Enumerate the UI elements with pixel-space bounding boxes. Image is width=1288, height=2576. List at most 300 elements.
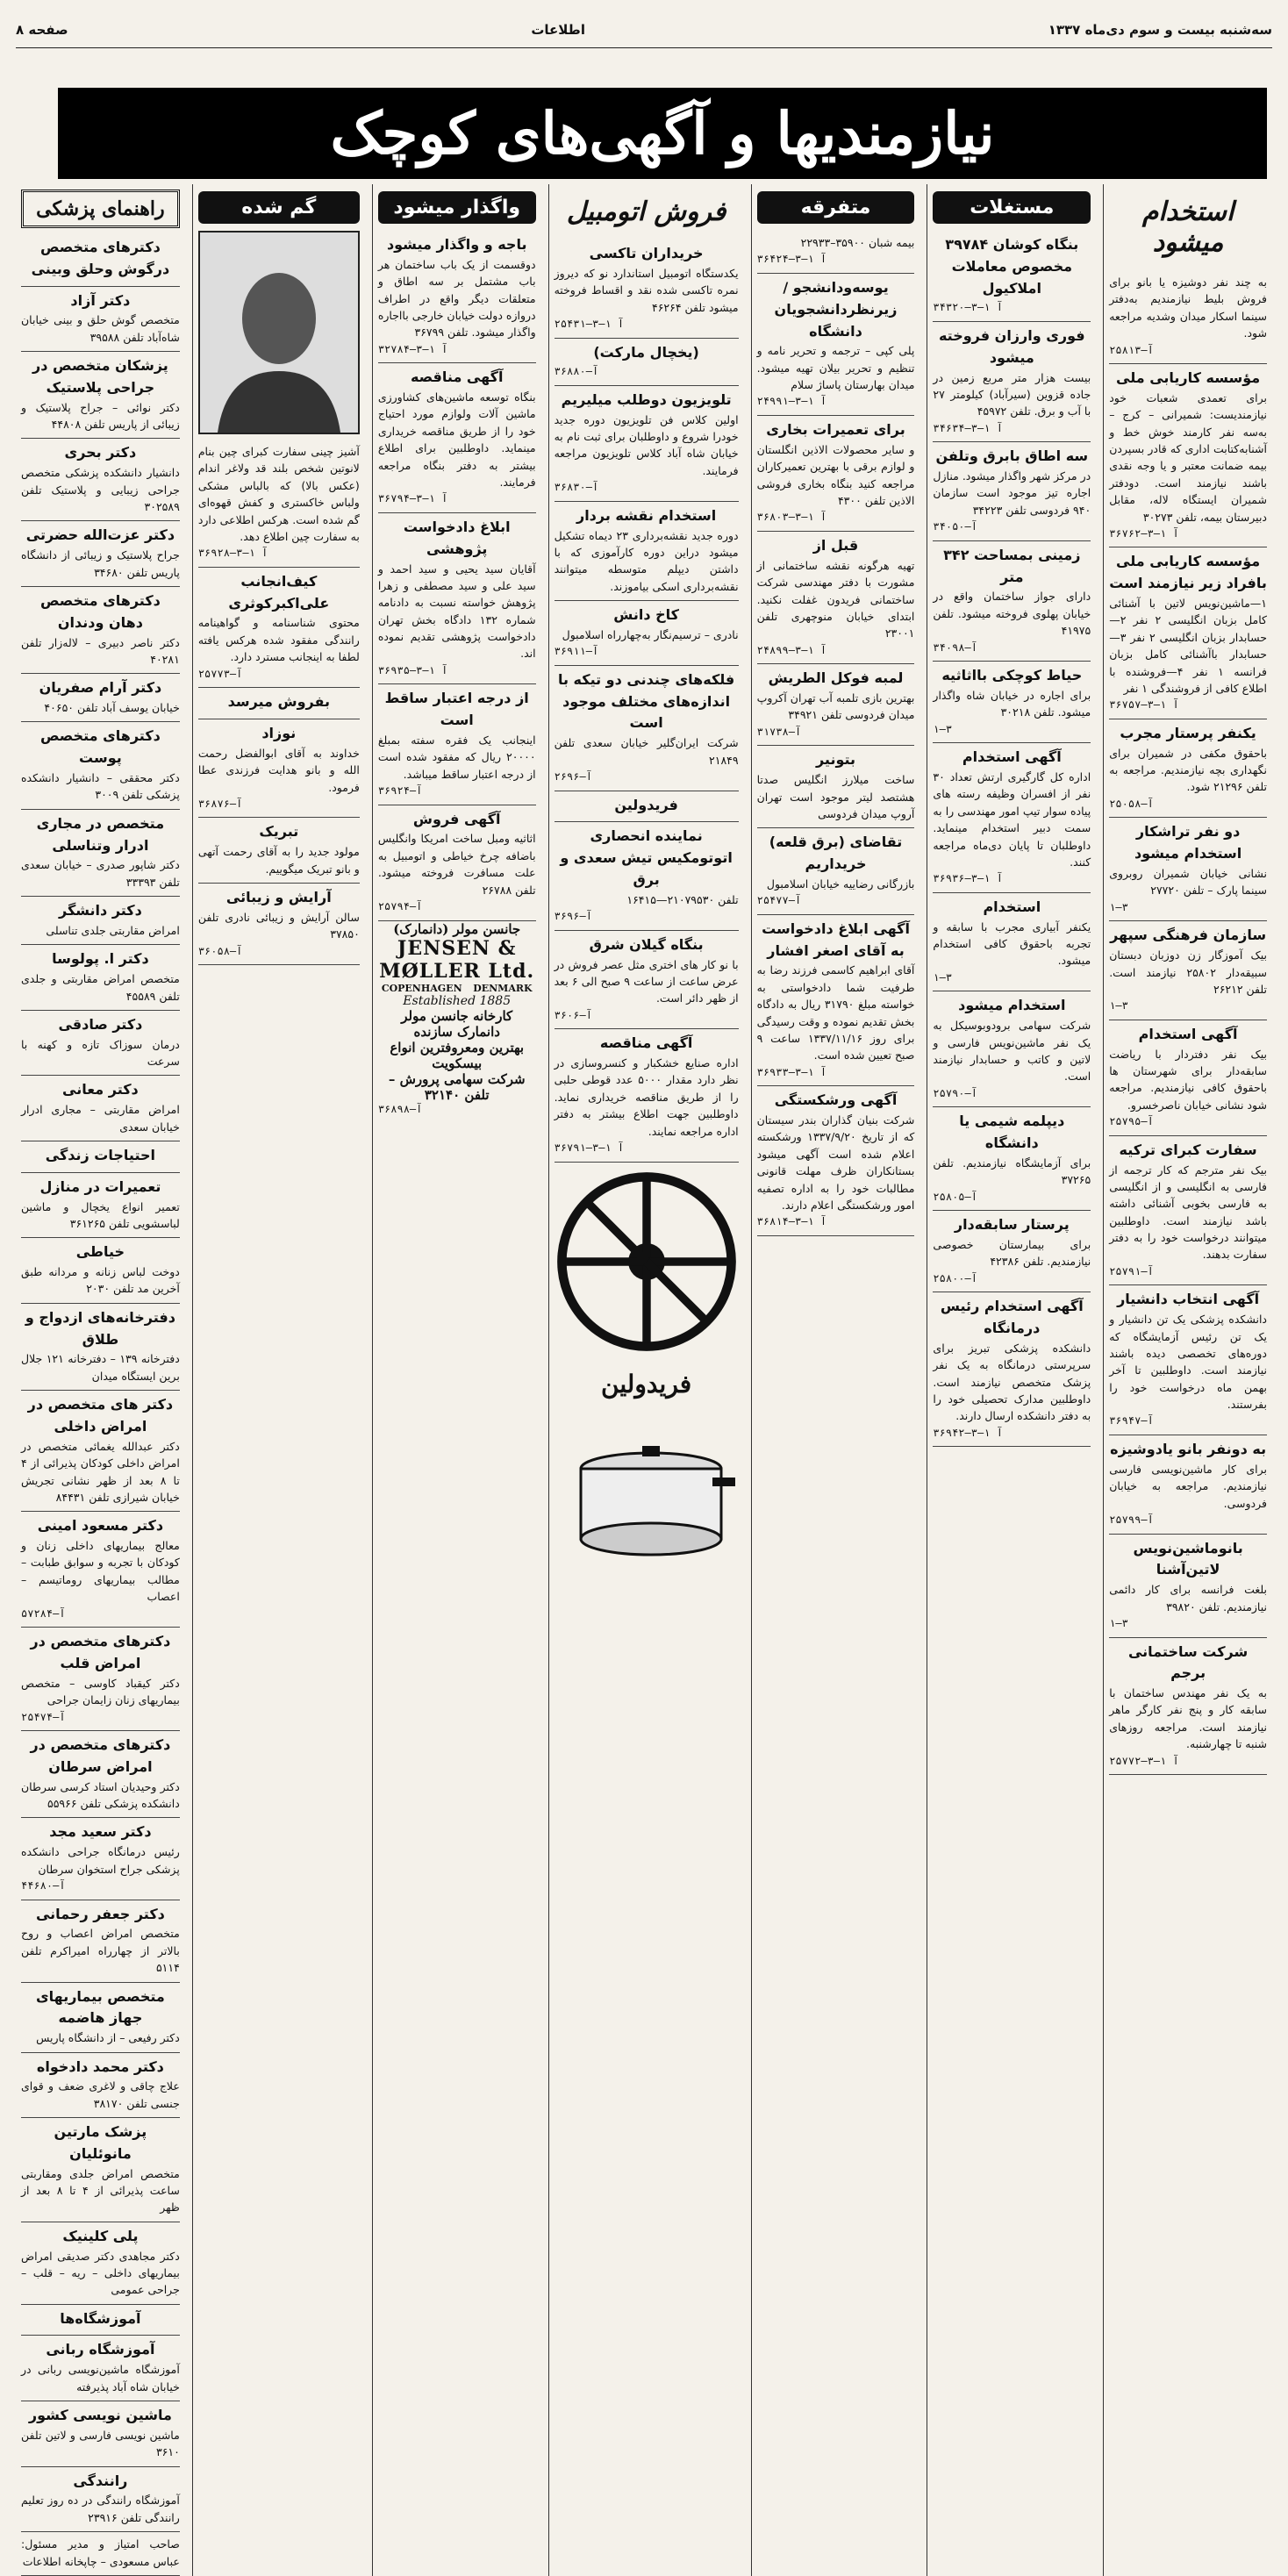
ad-title: دکترهای متخصص در امراض قلب [30,1633,171,1671]
ad-title: تبریک [259,823,299,841]
ad-title: سازمان فرهنگی سپهر [1110,927,1267,944]
classified-ad [198,719,360,819]
ad-title: فوری وارزان فروخته میشود [938,326,1085,366]
medical-guide-banner: راهنمای پزشکی [21,190,180,228]
classified-ad [378,684,536,805]
jensen-code: ۳۶۸۹۸—آ [377,1102,423,1115]
ad-title: متخصص بیماریهای جهاز هاضمه [35,1987,165,2027]
classified-ad [21,1076,180,1141]
classified-ad [21,674,180,722]
classified-ad [378,231,536,363]
classified-ad [757,828,915,915]
jensen-persian-name: جانسن مولر (دانمارک) [393,920,521,937]
ad-body: با نو کار های اختری مثل عصر فروش در عرض ساعت از ساعت ۹ صبح الی ۶ بعد از ظهر دائر است. [554,957,739,1005]
ad-body: مولود جدید را به آقای رحمت آتهی و بانو تبریک میگوییم. [197,845,360,876]
classified-ad [555,822,739,930]
lease-heading: واگذار میشود [378,191,536,224]
ad-body: درمان سوزاک تازه و کهنه با سرعت [21,1037,180,1069]
classified-ad [21,2401,180,2467]
classified-ad [198,818,360,884]
ad-body: یکنفر آبیاری مجرب با سابقه و تجربه باحقوق کافی استخدام میشود. [933,919,1091,968]
classified-ad [1109,1638,1267,1776]
classified-ad [378,363,536,513]
ad-code: ۱—۳ [1109,1616,1128,1629]
ad-body: ساخت میلارز انگلیس صدتا هشتصد لیتر موجود است تهران آروپ میدان فردوسی [756,773,915,820]
ad-code: ۳۴۰۵۰—آ [933,520,977,533]
ad-body: بیک نفر دفتردار با ریاضت سابقه‌دار برای شهرستان ها باحقوق کافی نیازمندیم. مراجعه شود نشانی خیابان ناصرخسرو. [1109,1047,1267,1112]
ad-code: ۳۶۷۵۷—آ ۱—۳ [1109,698,1179,712]
ad-code: ۱—۳ [1109,999,1128,1013]
portrait-silhouette-icon [209,248,349,433]
ad-code: ۲۵۴۷۷—آ [756,894,802,907]
classified-ad [757,532,915,664]
ad-title: مؤسسه کاریابی ملی بافراد زیر نیازمند است [1109,553,1267,592]
cars-heading: فروش اتومبیل [566,197,726,227]
ad-body: دفترخانه ۱۳۹ – دفترخانه ۱۲۱ جلال برین ایستگاه میدان [21,1352,180,1383]
ad-title: زمینی بمساحت ۳۴۲ متر [943,546,1081,585]
ad-title: دکتر معانی [62,1081,139,1098]
ad-title: یوسه‌ودانشجو / زیرنظردانشجویان دانشگاه [774,278,898,340]
specialist-ads [21,233,180,1391]
classified-ad [21,1238,180,1304]
ad-body: یکدستگاه اتومبیل استاندارد نو که دیروز نمره تاکسی شده نقد و اقساط فروخته میشود تلفن ۴۶۲۶۴ [554,266,739,314]
ad-title: (یخچال مارکت) [593,343,699,361]
jensen-line2: بهترین ومعروفترین انواع بیسکویت [390,1039,525,1071]
classified-ad [198,568,360,688]
ad-body: آقایان سید یحیی و سید احمد و سید علی و سید مصطفی و زهرا پژوهش خواسته نسبت به دادنامه شماره ۱۳۲ دادگاه بخش تهران دادخواست پژوهشی تقدیم نموده اند. [377,562,536,661]
ad-body: به یک نفر مهندس ساختمان با سابقه کار و پنج نفر کارگر ماهر نیازمند است. مراجعه روزهای شنبه تا چهارشنبه. [1109,1686,1267,1751]
ad-body: اداره کل گارگیری ارتش تعداد ۳۰ نفر از افسران وظیفه رسته های پیاده سوار تیپ امور مهندسی را به سمت دبیر استخدام مینماید. داوطلبان تا پایان دی‌ماه مراجعه کنند. [933,770,1091,869]
ad-title: دکتر محمد دادخواه [36,2057,164,2075]
ad-title: آگهی استخدام [1138,1025,1238,1042]
ad-body: آموزشگاه رانندگی در ده روز تعلیم رانندگی تلفن ۲۳۹۱۶ [21,2494,180,2524]
classified-ad [198,884,360,965]
ad-title: دکتر آزاد [70,291,131,309]
classified-ad [1109,1020,1267,1136]
doctor-ads [21,1391,180,2576]
ad-code: ۳۶۹۱۱—آ [554,645,599,658]
ad-body: برای بیمارستان خصوصی نیازمندیم. تلفن ۴۲۳۸۶ [933,1238,1091,1269]
ad-code: ۲۵۸۰۵—آ [933,1190,977,1203]
ad-title: پرستار سابقه‌دار [954,1216,1070,1234]
ad-title: برای تعمیرات بخاری [766,421,905,439]
ad-code: ۳۶۸۸۰—آ [554,365,599,378]
ad-body: آموزشگاه ماشین‌نویسی ربانی در خیابان شاه آباد پذیرفته [21,2363,180,2394]
ad-code: ۲۵۷۷۳—آ [197,667,243,680]
ad-body: آقای ابراهیم کاسمی فرزند رضا به طرفیت شما دادخواستی به خواسته مبلغ ۳۱۷۹۰ ریال به دادگاه بخش تقدیم نموده و وقت رسیدگی برای روز ۱۳۳۷/۱۱/۱۶ ساعت ۹ صبح تعیین شده است. [756,963,915,1063]
ad-body: و سایر محصولات الاذین انگلستان و لوازم برقی با بهترین تعمیرکاران مراجعه کنید بنگاه بخاری فروشی الاذین تلفن ۴۳۰۰ [756,442,915,507]
ad-body: شرکت ایران‌گلیر خیابان سعدی تلفن ۲۱۸۴۹ [554,736,739,767]
ad-code: ۳۶۹۳۵—آ ۱—۳ [377,663,448,676]
ad-body: دارای جواز ساختمان واقع در خیابان پهلوی فروخته میشود. تلفن ۴۱۹۷۵ [933,590,1091,638]
classified-ad [1109,1285,1267,1435]
ad-title: دکتر عزت‌الله حضرتی [25,526,175,544]
classified-ad [21,1304,180,1391]
ad-body: بنگاه توسعه ماشین‌های کشاورزی ماشین آلات ولوازم مورد احتیاج خود را از طریق مناقصه خریداری مینماید. داوطلبین برای اطلاع بیشتر به دفتر بنگاه مراجعه فرمایند. [377,390,536,489]
ad-title: از درجه اعتبار ساقط است [384,690,529,729]
ad-code: ۵۷۲۸۴—آ [21,1606,66,1620]
classified-ad [555,240,739,339]
cars-ads [555,240,739,1163]
classified-ad [21,1141,180,1173]
ad-body: دکتر محققی – دانشیار دانشکده پزشکی تلفن ۳۰۰۹ [21,771,180,802]
classified-ad [21,1512,180,1628]
ad-code: ۲۴۸۹۹—آ ۱—۳ [756,643,827,656]
ad-body: آشیز چینی سفارت کبرای چین بنام لانوتین شخص بلند قد ولاغر اندام (عکس بالا) که بالباس مشکی ولباس خاکستری و کفش قهوه‌ای گم شده است. هرکس اطلاعی دارد به سفارت چین اطلاع دهد. [197,445,360,543]
ad-body: برای کار ماشین‌نویسی فارسی نیازمندیم. مراجعه به خیابان فردوسی. [1109,1462,1267,1510]
ad-body: دانشیار دانشکده پزشکی متخصص جراحی زیبایی و پلاستیک تلفن ۳۰۲۵۸۹ [21,466,180,514]
ad-code: ۳۶۴۲۴—آ ۱—۳ [756,253,827,266]
classified-ad [21,945,180,1011]
classified-ad [1109,1435,1267,1535]
classified-ad [21,2467,180,2533]
classified-ad [555,1029,739,1162]
ad-body: معالج بیماریهای داخلی زنان و کودکان با تجربه و سوابق طبابت – مطالب بیماریهای روماتیسم – اعصاب [21,1539,180,1604]
ad-code: ۳۶۷۶۲—آ ۱—۳ [1109,526,1179,540]
ad-title: سفارت کبرای ترکیه [1119,1141,1257,1158]
classified-ad [555,601,739,666]
classified-ad [1109,921,1267,1020]
classified-ad [757,1086,915,1236]
ad-title: دکتر ا. پولوسا [52,950,149,968]
ad-code: ۳۶۸۰۳—آ ۱—۳ [756,511,827,524]
column-doctors [16,184,185,2576]
ad-title: دکتر صادقی [58,1015,143,1033]
ad-body: بیک نفر مترجم که کار ترجمه از فارسی به انگلیسی و از انگلیسی به فارسی بخوبی آشنائی داشته باشد نیازمند است. داوطلبین میتوانند درخواست خود را به دفتر سفارت بدهند. [1109,1163,1267,1262]
ad-code: ۳۶۰۵۸—آ [197,944,243,957]
ad-title: باجه و واگذار میشود [386,236,527,253]
ad-title: استخدام میشود [958,997,1066,1014]
ad-body: متخصص امراض جلدی ومقاربتی ساعت پذیرائی از ۴ تا ۸ بعد از ظهر [21,2166,180,2215]
ad-body: تهیه هرگونه نقشه ساختمانی از مشورت با دفتر مهندسی شرکت ساختمانی فریدون غفلت نکنید. ابتدای خیابان منوچهری تلفن ۲۳۰۰۱ [756,558,915,640]
missing-person-photo [198,231,360,434]
ad-title: سه اطاق بابرق وتلفن [935,447,1089,465]
classified-ad [555,339,739,386]
ad-body: جراح پلاستیک و زیبائی از دانشگاه پاریس تلفن ۳۴۶۸۰ [21,548,180,579]
ad-title: دکتر های متخصص در امراض داخلی [27,1396,174,1435]
page-header [16,12,1272,48]
classified-ad [21,1011,180,1077]
ad-code: ۲۵۰۵۸—آ [1109,797,1154,810]
classified-ad [757,746,915,828]
ad-body: دکتر مجاهدی دکتر صدیقی امراض بیماریهای داخلی – ریه – قلب – جراحی عمومی [21,2249,180,2297]
ad-code: ۴۴۶۸۰—آ [21,1879,66,1893]
ad-title: مؤسسه کاریابی ملی [1116,369,1261,387]
ad-code: ۲۵۷۹۵—آ [1109,1115,1154,1128]
ad-body: خداوند به آقای ابوالفضل رحمت الله و بانو هدایت فرزندی عطا فرمود. [197,746,360,794]
classified-ad [1109,719,1267,819]
ad-title: پلی کلینیک [62,2227,139,2244]
ad-title: دکتر آرام صفریان [39,679,162,697]
ad-code: ۳۶۰۶—آ [554,1008,592,1021]
classified-ad [933,442,1091,541]
ad-body: نادری – ترسیم‌نگار به‌چهارراه اسلامبول [562,627,739,641]
ad-code: ۳۶۹۲۴—آ [377,784,423,798]
ad-title: آگهی فروش [412,810,501,827]
classified-ad [757,274,915,416]
ad-code: ۳۱۷۳۸—آ [756,725,802,738]
pressure-cooker-illustration [563,1407,739,1565]
ad-body: متخصص گوش حلق و بینی خیابان شاه‌آباد تلفن ۳۹۵۸۸ [21,313,180,344]
classified-ad [1109,1535,1267,1638]
lost-ads [198,440,360,965]
ad-title: استخدام [983,898,1041,915]
ad-title: دکترهای متخصص درگوش وحلق وبینی [31,239,170,277]
ad-code: ۳۴۶۳۴—آ ۱—۳ [933,421,1003,434]
jensen-location [378,983,536,994]
ad-body: متخصص امراض اعصاب و روح بالاتر از چهارراه امیراکرم تلفن ۵۱۱۴ [21,1927,180,1975]
ad-code: ۲۵۷۷۲—آ ۱—۳ [1109,1754,1179,1767]
ad-title: به دونفر بانو یادوشیزه [1110,1441,1267,1458]
ad-body: سالن آرایش و زیبائی نادری تلفن ۳۷۸۵۰ [197,910,360,941]
ad-title: کیف‌انجانب علی‌اکبرکوثری [228,572,330,612]
ad-body: تعمیر انواع یخچال و ماشین لباسشویی تلفن ۳۶۱۲۶۵ [21,1199,180,1230]
classified-ad [757,664,915,746]
classified-ad [555,386,739,502]
ad-code: ۳۴۰۹۸—آ [933,640,977,654]
classified-ad [21,1173,180,1239]
classified-ad [1109,818,1267,921]
classified-ad [378,805,536,921]
ad-code: ۳۶۹۶—آ [554,910,592,923]
ad-title: شرکت ساختمانی برجم [1127,1642,1249,1682]
ad-code: ۳۶۹۳۶—آ ۱—۳ [933,872,1003,885]
classified-ad [21,1900,180,1983]
ad-body: علاج چاقی و لاغری ضعف و قوای جنسی تلفن ۳۸۱۷۰ [21,2079,180,2110]
ad-title: بنگاه کوشان ۳۹۷۸۴ مخصوص معاملات املاکیول [945,236,1079,297]
jensen-english-name: JENSEN & MØLLER Ltd. [379,936,535,983]
classified-ad [21,2222,180,2305]
classified-ad [21,810,180,897]
ad-body: ماشین نویسی فارسی و لاتین تلفن ۳۶۱۰ [21,2428,180,2459]
ad-body: برای تعمدی شعبات خود نیازمندیست: شمیرانی – کرج – به‌سه نفر کارمند خوش خط و آشنابه‌کتابت اداری که قادر بسپردن بیمه ضمانت معتبر و یا وجه نقدی باشند نیازمند است. دودفتر شمیران ایستگاه لاله، مقابل دبیرستان بیمه، تلفن ۳۰۲۷۳ [1109,390,1267,524]
ad-code: ۲۵۴۳۱—آ ۱—۳ [554,317,625,330]
ad-body: دکتر شاپور صدری – خیابان سعدی تلفن ۳۳۳۹۳ [21,858,180,889]
ad-title: آگهی ابلاغ دادخواست به آقای اصغر افشار [762,919,910,959]
ad-body: متخصص امراض مقاربتی و جلدی تلفن ۴۵۵۸۹ [21,972,180,1003]
ad-title: دکتر بحری [64,444,137,462]
ad-body: امراض مقاربتی – مجاری ادرار خیابان سعدی [21,1103,180,1134]
classified-ad [21,2532,180,2576]
ad-title: آگهی استخدام [962,748,1062,766]
classifieds-masthead [58,88,1267,179]
classified-ad [21,2053,180,2119]
ad-body: شرکت بنیان گذاران بندر سیستان که از تاریخ ۱۳۳۷/۹/۲۰ ورشکسته اعلام شده است آگهی میشود بستانکاران ظرف مهلت قانونی مطالبات خود را به اداره تصفیه امور ورشکستگی اعلام دارند. [756,1113,915,1212]
ad-body: بیست هزار متر مربع زمین در جاده قزوین (سیرآباد) کیلومتر ۲۷ با آب و برق. تلفن ۴۵۹۷۲ [933,370,1091,419]
ad-body: دکتر کیقباد کاوسی – متخصص بیماریهای زنان زایمان جراحی [21,1676,180,1707]
classified-ad [21,352,180,439]
ad-title: قبل از [812,536,859,554]
classified-ad [198,440,360,568]
ad-code: ۳۶۷۹۱—آ ۱—۳ [554,1141,625,1154]
ad-title: فلکه‌های چندنی دو تیکه با اندازه‌های مختلف موجود است [557,670,735,732]
ad-title: آگهی استخدام رئیس درمانگاه [940,1298,1084,1337]
ad-code: ۲۵۷۹۱—آ [1109,1264,1154,1277]
ad-code: ۲۵۴۷۴—آ [21,1710,66,1723]
classified-ad [933,231,1091,322]
ad-code: ۳۲۷۸۴—آ ۱—۳ [377,342,448,355]
ad-body: به چند نفر دوشیزه یا بانو برای فروش بلیط نیازمندیم به‌دفتر سینما اسکار میدان وشدیه مراجعه شود. [1109,275,1267,340]
ad-body: دکتر نوائی – جراح پلاستیک و زیبائی از پاریس تلفن ۴۴۸۰۸ [21,400,180,432]
masthead-title: نیازمندیها و آگهی‌های کوچک [330,99,995,168]
ad-title: دکتر سعید مجد [49,1823,152,1841]
newspaper-name: اطلاعات [531,22,585,38]
classified-ad [933,322,1091,442]
ad-body: بهترین بازی تلمبه آب تهران آکروپ میدان فردوسی تلفن ۳۴۹۲۱ [756,691,915,722]
classified-ad [21,2118,180,2222]
ad-code: ۱—۳ [933,722,953,735]
ad-body: دوقسمت از یک باب ساختمان هر باب مشتمل بر سه اطاق و متعلقات دیگر واقع در اطراف دروازه دولت خیابان خارجی بااجاره واگذار میشود. تلفن ۳۶۷۹۹ [377,257,536,340]
column-lost [192,184,365,2576]
classified-ad [21,722,180,809]
classified-ad [555,931,739,1030]
classified-ad [933,743,1091,893]
classified-ad [21,2336,180,2401]
classified-ad [933,991,1091,1107]
ad-title: آگهی ورشکستگی [774,1091,898,1109]
ad-code: ۲۵۷۹۴—آ [377,899,423,912]
classified-ad [21,1628,180,1731]
ad-title: متخصص در مجاری ادرار وتناسلی [36,814,165,854]
column-property [927,184,1096,2576]
ad-title: دکترهای متخصص دهان ودندان [39,591,161,631]
ad-body: صاحب امتیاز و مدیر مسئول: عباس مسعودی – چاپخانه اطلاعات [21,2537,180,2568]
ad-body: بیمه شبان ۳۵۹۰۰–۲۲۹۳۳ [800,236,915,249]
ad-title: دکترهای متخصص پوست [39,727,161,767]
ad-body: بیک آموزگار زن دوزبان دبستان سبیقه‌دار ۲۵۸۰۲ نیازمند است. تلفن ۲۶۲۱۲ [1109,948,1267,996]
employment-heading: استخدام میشود [1141,197,1234,258]
newspaper-page [16,12,1272,2568]
ad-body: دانشکده پزشکی تبریز برای سرپرستی درمانگاه به یک نفر پزشک متخصص نیازمند است. داوطلبین مدارک تحصیلی خود را به دفتر دانشکده ارسال دارند. [933,1341,1091,1423]
ad-title: ابلاغ دادخواست پژوهشی [403,518,511,557]
ad-title: استخدام نقشه بردار [576,506,717,524]
ad-title: کاخ دانش [613,606,679,624]
ad-body: دکتر ناصر دبیری – لاله‌زار تلفن ۴۰۲۸۱ [21,635,180,666]
ad-body: برای اجاره در خیابان شاه واگذار میشود. تلفن ۳۰۲۱۸ [933,688,1091,719]
ad-title: دکتر جعفر رحمانی [35,1905,165,1922]
ad-title: دو نفر تراشکار استخدام میشود [1134,823,1242,862]
ad-title: نماینده انحصاری اتوتومکیس تیش سعدی و برق [560,827,733,888]
ad-code: ۳۶۸۱۴—آ ۱—۳ [756,1215,827,1228]
classified-ad [933,893,1091,992]
classified-ad [933,541,1091,662]
pulley-wheel-illustration [555,1170,739,1354]
issue-date: سه‌شنبه بیست و سوم دی‌ماه ۱۳۳۷ [1048,22,1272,38]
ad-title: آگهی مناقصه [599,1034,693,1052]
jensen-line3: شرکت سهامی پرورش – تلفن ۳۲۱۴۰ [388,1070,526,1103]
ad-title: بتونیر [815,751,856,769]
lease-ads [378,231,536,921]
classified-ad [21,897,180,945]
classified-ad [555,502,739,601]
ad-body: ۱—ماشین‌نویس لاتین با آشنائی کامل بزبان انگلیسی ۲ نفر ۲—حسابدار بزبان انگلیسی ۲ نفر ۳—حسابدار باآشنائی کامل بزبان فرانسه ۱ نفر ۴—فروشنده با اطلاع کافی از فروشندگی ۱ نفر [1109,597,1267,695]
jensen-established: Established 1885 [403,993,512,1008]
ad-code: ۳۶۹۲۸—آ ۱—۳ [197,547,268,560]
column-cars [548,184,744,2576]
classified-ad [1109,1136,1267,1286]
classified-ad [1109,364,1267,547]
classified-ad [1109,547,1267,719]
ad-title: احتیاجات زندگی [45,1146,156,1163]
ad-title: آموزشگاه‌ها [60,2309,141,2327]
column-lease [372,184,541,2576]
ad-body: دانشکده پزشکی یک تن دانشیار و یک تن رئیس آزمایشگاه که دوره‌های تخصصی دیده باشند نیازمند است. داوطلبین تا آخر بهمن ماه درخواست خود را بفرستند. [1109,1313,1267,1412]
classified-ad [933,662,1091,743]
ad-body: برای آزمایشگاه نیازمندیم. تلفن ۳۷۲۶۵ [933,1156,1091,1187]
ad-code: ۳۶۸۳۰—آ [554,481,599,494]
classified-ad [21,1983,180,2053]
ad-body: نشانی خیابان شمیران روبروی سینما پارک – تلفن ۲۷۷۲۰ [1109,867,1267,898]
ad-code: ۲۵۸۰۰—آ [933,1271,977,1284]
ad-code: ۳۶۷۹۴—آ ۱—۳ [377,492,448,505]
ad-title: دفترخانه‌های ازدواج و طلاق [25,1308,175,1348]
ad-body: دکتر وحیدیان استاد کرسی سرطان دانشکده پزشکی تلفن ۵۵۹۶۶ [21,1779,180,1811]
lost-heading: گم شده [198,191,360,224]
ad-code: ۱—۳ [933,970,953,984]
classified-ad [933,1292,1091,1447]
ad-body: بازرگانی رضاییه خیابان اسلامبول [766,877,915,891]
column-misc [751,184,920,2576]
ad-title: تلویزیون دوطلب میلیریم [561,390,732,408]
ad-title: خریداران تاکسی [589,245,704,261]
ad-body: تلفن ۲۱۰۷۹۵۳۰—۱۶۴۱۵ [626,892,739,906]
classified-ad [757,915,915,1086]
ad-title: حیاط کوچکی بااثاثیه [941,667,1083,684]
ad-title: آگهی مناقصه [410,369,504,386]
ad-body: پلی کپی – ترجمه و تحریر نامه و تنظیم و تحریر بیلان تهیه میشود. میدان بهارستان پاساژ سلام [756,344,915,392]
ad-body: اولین کلاس فن تلویزیون دوره جدید خودرا شروع و داوطلبان برای ثبت نام به خیابان شاه آباد کلاس تلویزیون مراجعه فرمایند. [554,412,739,477]
jensen-country: DENMARK [473,982,533,994]
classified-ad [198,688,360,719]
misc-heading: متفرقه [757,191,915,224]
classified-ad [757,231,915,274]
ad-title: دیپلمه شیمی یا دانشگاه [959,1113,1065,1152]
classified-ad [21,233,180,287]
ad-body: دکتر رفیعی – از دانشگاه پاریس [36,2031,180,2045]
ad-title: فریدولین [614,796,678,813]
jensen-city: COPENHAGEN [381,982,462,994]
ad-title: پزشکان متخصص در جراحی پلاستیک [32,357,168,396]
ad-body: اینجانب یک فقره سفته بمبلغ ۲۰۰۰۰ ریال که مفقود شده است از درجه اعتبار ساقط میباشد. [377,733,536,781]
ad-title: بنگاه گیلان شرق [589,935,704,953]
jensen-line1: کارخانه جانسن مولر دانمارک سازنده [401,1007,513,1040]
ad-title: لمبه فوکل الطریش [768,669,904,687]
classified-ad [21,287,180,353]
ad-body: اداره صنایع خشکبار و کنسروسازی در نظر دارد مقدار ۵۰۰۰ عدد قوطی حلبی را از طریق مناقصه خریداری نماید. داوطلبین جهت اطلاع بیشتر به دفتر اداره مراجعه نمایند. [554,1056,739,1138]
ad-code: ۲۵۷۹۰—آ [933,1086,977,1099]
classified-ad [378,513,536,684]
ad-code: ۳۴۳۲۰—آ ۱—۳ [933,301,1003,314]
ad-body: امراض مقاربتی جلدی تناسلی [46,923,180,937]
misc-ads [757,231,915,1236]
classified-ad [21,1391,180,1512]
ad-body: اثاثیه ومبل ساخت امریکا وانگلیس باضافه چرخ خیاطی و اتومبیل به علت مسافرت فروخته میشود. تلفن ۲۶۷۸۸ [377,832,536,897]
property-heading: مستغلات [933,191,1091,224]
ad-body: شرکت سهامی برودوبوسیکل به یک نفر ماشین‌نویس فارسی و لاتین و کاتب و حسابدار نیازمند است. [933,1019,1091,1084]
page-number: صفحه ۸ [16,22,68,38]
classified-ad [21,2305,180,2336]
ad-code: ۳۶۹۳۳—آ ۱—۳ [756,1065,827,1078]
ad-body: در مرکز شهر واگذار میشود. منازل اجاره تیز موجود است سازمان ۹۴۰ فردوسی تلفن ۳۴۲۲۳ [933,469,1091,517]
ad-title: یکنفر پرستار مجرب [1120,724,1256,741]
ad-title: خیاطی [75,1243,125,1261]
ad-body: دکتر عبدالله یغمائی متخصص در امراض داخلی کودکان پذیرائی از ۴ تا ۸ بعد از ظهر نشانی تجریش خیابان شیرازی تلفن ۸۴۴۳۱ [21,1439,180,1504]
ad-body: دوخت لباس زنانه و مردانه طبق آخرین مد تلفن ۲۰۳۰ [21,1265,180,1296]
ad-title: نوزاد [261,724,297,741]
classified-ad [21,1731,180,1818]
ad-body: بلغت فرانسه برای کار دائمی نیازمندیم. تلفن ۳۹۸۲۰ [1109,1583,1267,1614]
ad-title: رانندگی [73,2472,128,2489]
